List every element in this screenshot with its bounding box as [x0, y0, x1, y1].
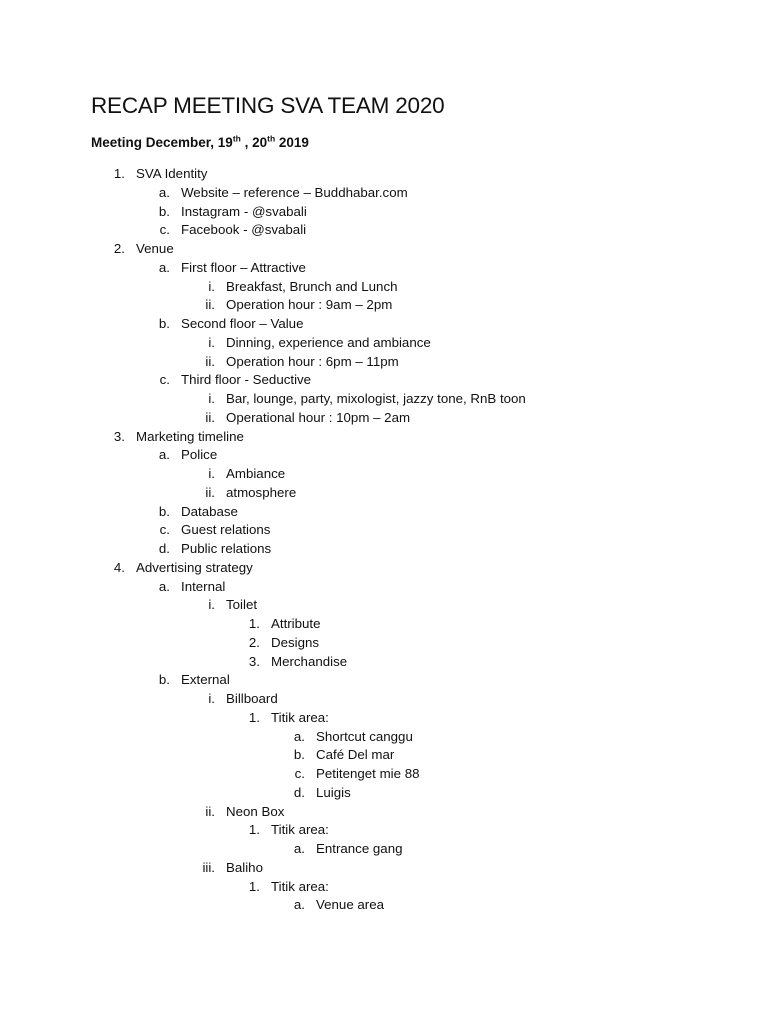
list-item-text: Breakfast, Brunch and Lunch: [226, 278, 398, 294]
outline-item-level-0: [0, 165, 760, 183]
list-marker: a.: [158, 184, 170, 200]
list-item-text: Police: [181, 447, 218, 463]
list-item-text: Baliho: [226, 859, 263, 875]
outline-item-level-3: [0, 653, 760, 671]
list-marker: b.: [158, 503, 170, 519]
outline-item-level-2: [0, 353, 760, 371]
outline-item-level-3: [0, 615, 760, 633]
list-marker: a.: [158, 578, 170, 594]
list-marker: ii.: [205, 409, 215, 425]
outline-item-level-0: [0, 559, 760, 577]
list-marker: ii.: [205, 484, 215, 500]
outline-item-level-0: [0, 428, 760, 446]
list-item-text: SVA Identity: [136, 166, 208, 181]
subtitle-middle: , 20: [240, 135, 268, 150]
outline-item-level-4: [0, 765, 760, 783]
list-marker: d.: [158, 541, 170, 556]
list-marker: i.: [208, 466, 215, 481]
list-item-text: Internal: [181, 578, 226, 594]
list-item-text: Billboard: [226, 691, 278, 706]
list-item-text: Database: [181, 503, 238, 519]
list-item-text: Operation hour : 9am – 2pm: [226, 297, 393, 313]
list-marker: b.: [158, 203, 170, 219]
outline-item-level-2: [0, 859, 760, 877]
outline-item-level-2: [0, 409, 760, 427]
list-item-text: Toilet: [226, 597, 258, 613]
list-item-text: First floor – Attractive: [181, 259, 306, 275]
list-item-text: Advertising strategy: [136, 559, 253, 575]
list-marker: ii.: [205, 803, 215, 819]
list-item-text: External: [181, 672, 230, 688]
outline-item-level-1: [0, 184, 760, 202]
outline-item-level-1: [0, 371, 760, 389]
list-item-text: Instagram - @svabali: [181, 203, 307, 219]
list-item-text: Titik area:: [271, 709, 329, 725]
outline-item-level-2: [0, 390, 760, 408]
list-marker: 1.: [113, 166, 125, 181]
outline-item-level-4: [0, 728, 760, 746]
list-marker: i.: [208, 691, 215, 706]
list-item-text: Facebook - @svabali: [181, 222, 307, 238]
list-marker: 1.: [248, 822, 260, 838]
list-item-text: Shortcut canggu: [316, 728, 413, 744]
list-item-text: Designs: [271, 634, 320, 650]
list-item-text: Neon Box: [226, 803, 285, 819]
outline-item-level-1: [0, 540, 760, 558]
list-marker: b.: [158, 672, 170, 688]
list-marker: iii.: [202, 859, 215, 875]
list-marker: a.: [158, 447, 170, 463]
subtitle-suffix: 2019: [275, 135, 309, 150]
outline-item-level-3: [0, 709, 760, 727]
outline-item-level-4: [0, 840, 760, 858]
outline-item-level-2: [0, 484, 760, 502]
list-marker: a.: [293, 728, 305, 744]
list-marker: i.: [208, 278, 215, 294]
outline-item-level-4: [0, 784, 760, 802]
list-marker: 3.: [248, 653, 260, 669]
list-marker: c.: [159, 522, 170, 538]
list-marker: c.: [159, 372, 170, 388]
document-title: RECAP MEETING SVA TEAM 2020: [91, 93, 445, 118]
outline-item-level-4: [0, 896, 760, 914]
outline-item-level-1: [0, 221, 760, 239]
subtitle-prefix: Meeting December, 19: [91, 135, 233, 150]
list-item-text: Attribute: [271, 616, 321, 631]
outline-item-level-2: [0, 596, 760, 614]
list-marker: d.: [293, 784, 305, 800]
list-item-text: Ambiance: [226, 466, 286, 481]
outline-item-level-2: [0, 296, 760, 314]
outline-item-level-1: [0, 259, 760, 277]
list-item-text: Second floor – Value: [181, 316, 304, 331]
list-marker: 2.: [113, 241, 125, 256]
list-item-text: Guest relations: [181, 522, 271, 538]
list-marker: b.: [158, 316, 170, 331]
list-marker: i.: [208, 597, 215, 613]
outline-item-level-2: [0, 334, 760, 352]
outline-item-level-1: [0, 521, 760, 539]
list-marker: c.: [294, 766, 305, 781]
outline-item-level-1: [0, 446, 760, 464]
outline-item-level-1: [0, 578, 760, 596]
outline-item-level-2: [0, 465, 760, 483]
list-marker: c.: [159, 222, 170, 238]
list-item-text: Entrance gang: [316, 841, 403, 856]
list-marker: 1.: [248, 878, 260, 894]
list-item-text: Bar, lounge, party, mixologist, jazzy tone, RnB toon: [226, 391, 526, 406]
list-marker: a.: [293, 897, 305, 913]
outline-item-level-2: [0, 690, 760, 708]
subtitle-sup-2: th: [267, 133, 276, 144]
list-item-text: Titik area:: [271, 822, 329, 838]
list-item-text: Venue: [136, 241, 174, 256]
list-item-text: Dinning, experience and ambiance: [226, 334, 431, 350]
list-marker: 1.: [248, 709, 260, 725]
list-marker: ii.: [205, 353, 215, 369]
outline-item-level-1: [0, 203, 760, 221]
outline-item-level-2: [0, 278, 760, 296]
outline-item-level-1: [0, 503, 760, 521]
list-item-text: Petitenget mie 88: [316, 766, 420, 781]
outline-item-level-3: [0, 878, 760, 896]
list-marker: 2.: [248, 634, 260, 650]
outline-item-level-2: [0, 803, 760, 821]
list-marker: b.: [293, 747, 305, 763]
list-item-text: Third floor - Seductive: [181, 372, 312, 388]
list-item-text: Operational hour : 10pm – 2am: [226, 409, 411, 425]
list-item-text: Website – reference – Buddhabar.com: [181, 184, 408, 200]
list-item-text: Venue area: [316, 897, 385, 913]
list-item-text: Operation hour : 6pm – 11pm: [226, 353, 399, 369]
outline-item-level-1: [0, 671, 760, 689]
list-item-text: Merchandise: [271, 653, 348, 669]
outline-item-level-3: [0, 821, 760, 839]
list-item-text: Public relations: [181, 541, 272, 556]
list-marker: i.: [208, 391, 215, 406]
outline-item-level-4: [0, 746, 760, 764]
list-marker: 3.: [113, 428, 125, 444]
list-item-text: Luigis: [316, 784, 351, 800]
list-marker: 4.: [113, 559, 125, 575]
outline-item-level-0: [0, 240, 760, 258]
list-marker: 1.: [248, 616, 260, 631]
list-marker: i.: [208, 334, 215, 350]
list-item-text: Titik area:: [271, 878, 329, 894]
meeting-date-heading: [91, 135, 309, 150]
subtitle-sup-1: th: [232, 133, 241, 144]
list-marker: a.: [158, 259, 170, 275]
list-item-text: Marketing timeline: [136, 428, 244, 444]
outline-item-level-3: [0, 634, 760, 652]
list-marker: a.: [293, 841, 305, 856]
list-marker: ii.: [205, 297, 215, 313]
outline-item-level-1: [0, 315, 760, 333]
list-item-text: Café Del mar: [316, 747, 395, 763]
list-item-text: atmosphere: [226, 484, 297, 500]
